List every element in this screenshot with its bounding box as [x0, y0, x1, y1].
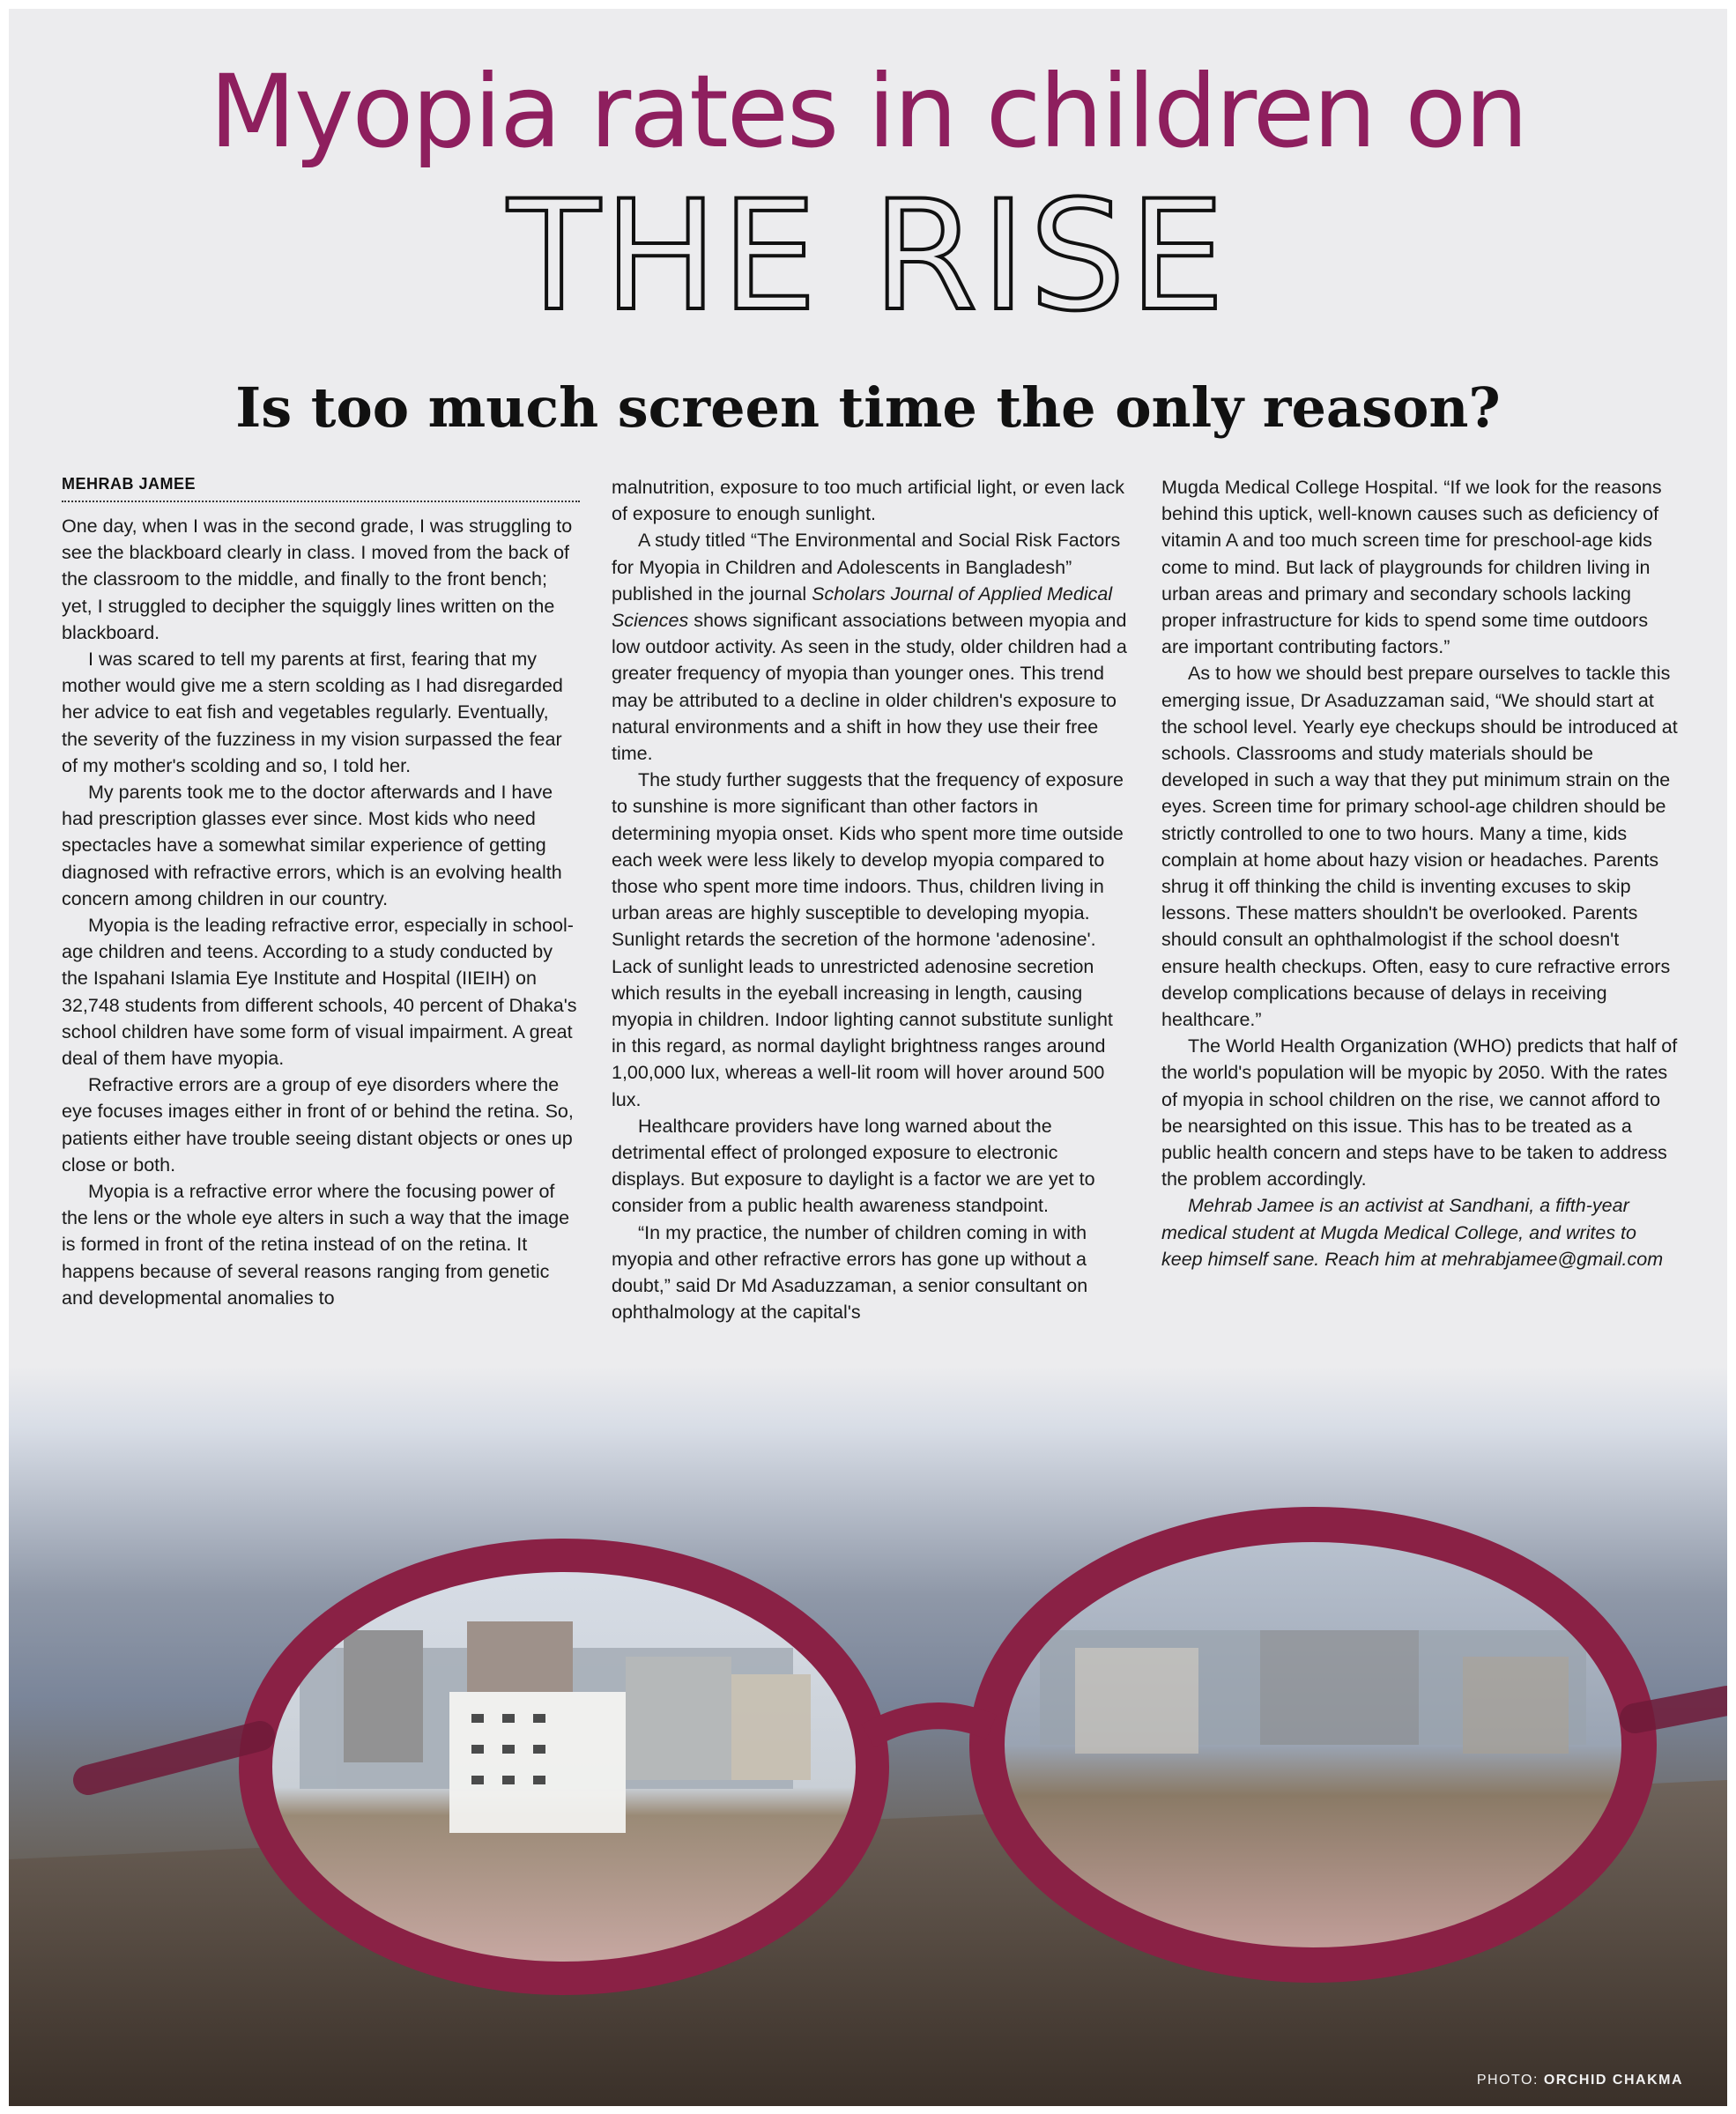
article-column-2: [612, 474, 1130, 1326]
glasses-photo: [9, 1366, 1727, 2106]
eyeglasses-illustration: [9, 1366, 1727, 2106]
magazine-page: [9, 9, 1727, 2106]
paragraph: As to how we should best prepare ourselves to tackle this emerging issue, Dr Asaduzzaman said, “We should start at the school level. Yearly eye checkups should be introduced at schools. Classrooms and study materials should be developed in such a way that they put minimum strain on the eyes. Screen time for primary school-age children should be strictly controlled to one to two hours. Many a time, kids complain at home about hazy vision or headaches. Parents shrug it off thinking the child is inventing excuses to skip lessons. These matters shouldn't be overlooked. Parents should consult an ophthalmologist if the school doesn't ensure health checkups. Often, easy to cure refractive errors develop complications because of delays in receiving healthcare.”: [1161, 663, 1678, 1031]
paragraph: malnutrition, exposure to too much artificial light, or even lack of exposure to enough sunlight.: [612, 477, 1124, 525]
paragraph: Myopia is a refractive error where the focusing power of the lens or the whole eye alters in such a way that the image is formed in front of the retina instead of on the retina. It happens because of several reasons ranging from genetic and developmental anomalies to: [62, 1181, 570, 1309]
photo-credit-name: ORCHID CHAKMA: [1543, 2073, 1683, 2088]
paragraph-text: A study titled “The Environmental and Social Risk Factors for Myopia in Children and Adolescents in Bangladesh” published in the journal: [612, 530, 1121, 605]
author-bio: Mehrab Jamee is an activist at Sandhani, a fifth-year medical student at Mugda Medical College, and writes to keep himself sane. Reach him at mehrabjamee@gmail.com: [1161, 1195, 1664, 1270]
paragraph: Myopia is the leading refractive error, especially in school-age children and teens. According to a study conducted by the Ispahani Islamia Eye Institute and Hospital (IIEIH) on 32,748 students from different schools, 40 percent of Dhaka's school children have some form of visual impairment. A great deal of them have myopia.: [62, 915, 577, 1070]
article-column-1: [62, 474, 580, 1311]
headline: Myopia rates in children on: [209, 53, 1527, 170]
paragraph: Mugda Medical College Hospital. “If we look for the reasons behind this uptick, well-known causes such as deficiency of vitamin A and too much screen time for preschool-age kids come to mind. But lack of playgrounds for children living in urban areas and primary and secondary schools lacking proper infrastructure for kids to spend some time outdoors are important contributing factors.”: [1161, 477, 1662, 658]
photo-credit-label: PHOTO:: [1476, 2073, 1539, 2088]
paragraph: [612, 527, 1130, 767]
paragraph: Refractive errors are a group of eye disorders where the eye focuses images either in front of or behind the retina. So, patients either have trouble seeing distant objects or ones up close or both.: [62, 1074, 574, 1176]
article-column-3: [1161, 474, 1680, 1272]
paragraph: I was scared to tell my parents at first, fearing that my mother would give me a stern scolding as I had disregarded her advice to eat fish and vegetables regularly. Eventually, the severity of the fuzziness in my vision surpassed the fear of my mother's scolding and so, I told her.: [62, 649, 563, 776]
byline: MEHRAB JAMEE: [62, 474, 580, 502]
paragraph: One day, when I was in the second grade, I was struggling to see the blackboard clearly in class. I moved from the back of the classroom to the middle, and finally to the front bench; yet, I struggled to decipher the squiggly lines written on the blackboard.: [62, 516, 573, 643]
paragraph: Healthcare providers have long warned about the detrimental effect of prolonged exposure to electronic displays. But exposure to daylight is a factor we are yet to consider from a public health awareness standpoint.: [612, 1115, 1095, 1217]
paragraph: The World Health Organization (WHO) predicts that half of the world's population will be myopic by 2050. With the rates of myopia in school children on the rise, we cannot afford to be nearsighted on this issue. This has to be treated as a public health concern and steps have to be taken to address the problem accordingly.: [1161, 1035, 1678, 1191]
photo-credit: [1477, 2073, 1683, 2088]
journal-title: Scholars Journal of Applied Medical Sciences: [612, 582, 1113, 632]
paragraph: “In my practice, the number of children coming in with myopia and other refractive errors has gone up without a doubt,” said Dr Md Asaduzzaman, a senior consultant on ophthalmology at the capital's: [612, 1221, 1088, 1324]
headline-outline: THE RISE: [508, 167, 1228, 345]
paragraph: The study further suggests that the frequency of exposure to sunshine is more significant than other factors in determining myopia onset. Kids who spent more time outside each week were less likely to develop myopia compared to those who spent more time indoors. Thus, children living in urban areas are highly susceptible to developing myopia. Sunlight retards the secretion of the hormone 'adenosine'. Lack of sunlight leads to unrestricted adenosine secretion which results in the eyeball increasing in length, causing myopia in children. Indoor lighting cannot substitute sunlight in this regard, as normal daylight brightness ranges around 1,00,000 lux, whereas a well-lit room will hover around 500 lux.: [612, 769, 1124, 1110]
paragraph-text: shows significant associations between myopia and low outdoor activity. As seen in the study, older children had a greater frequency of myopia than younger ones. This trend may be attributed to a decline in older children's exposure to natural environments and a shift in how they use their free time.: [612, 610, 1127, 765]
subheadline: Is too much screen time the only reason?: [235, 375, 1501, 440]
paragraph: My parents took me to the doctor afterwards and I have had prescription glasses ever since. Most kids who need spectacles have a somewhat similar experience of getting diagnosed with refractive errors, which is an evolving health concern among children in our country.: [62, 782, 562, 909]
